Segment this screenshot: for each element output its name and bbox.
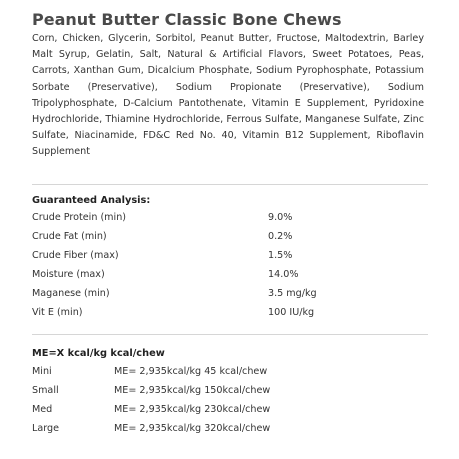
guaranteed-analysis-heading: Guaranteed Analysis: [32,195,151,206]
size-label: Large [32,423,59,434]
energy-value: ME= 2,935kcal/kg 150kcal/chew [114,385,271,396]
size-label: Mini [32,366,52,377]
analysis-value: 14.0% [268,269,299,280]
analysis-label: Crude Fat (min) [32,231,107,242]
size-label: Med [32,404,53,415]
product-title: Peanut Butter Classic Bone Chews [32,10,342,29]
analysis-value: 9.0% [268,212,293,223]
analysis-value: 3.5 mg/kg [268,288,317,299]
size-label: Small [32,385,59,396]
section-divider [32,334,428,335]
section-divider [32,184,428,185]
analysis-label: Crude Protein (min) [32,212,127,223]
energy-value: ME= 2,935kcal/kg 320kcal/chew [114,423,271,434]
energy-value: ME= 2,935kcal/kg 230kcal/chew [114,404,271,415]
ingredients-text: Corn, Chicken, Glycerin, Sorbitol, Peanut Butter, Fructose, Maltodextrin, Barley Malt Syrup, Gelatin, Salt, Natural & Artificial Flavors, Sweet Potatoes, Peas, Carrots, Xanthan Gum, Dicalcium Phosphate, Sodium Pyrophosphate, Potassium Sorbate (Preservative), Sodium Propionate (Preservative), Sodium Tripolyphosphate, D-Calcium Pantothenate, Vitamin E Supplement, Pyridoxine Hydrochloride, Thiamine Hydrochloride, Ferrous Sulfate, Manganese Sulfate, Zinc Sulfate, Niacinamide, FD&C Red No. 40, Vitamin B12 Supplement, Riboflavin Supplement [32,33,424,158]
analysis-value: 1.5% [268,250,293,261]
energy-heading: ME=X kcal/kg kcal/chew [32,348,165,359]
analysis-label: Vit E (min) [32,307,83,318]
analysis-label: Crude Fiber (max) [32,250,119,261]
analysis-label: Maganese (min) [32,288,110,299]
analysis-value: 100 IU/kg [268,307,315,318]
analysis-value: 0.2% [268,231,293,242]
energy-value: ME= 2,935kcal/kg 45 kcal/chew [114,366,268,377]
analysis-label: Moisture (max) [32,269,105,280]
